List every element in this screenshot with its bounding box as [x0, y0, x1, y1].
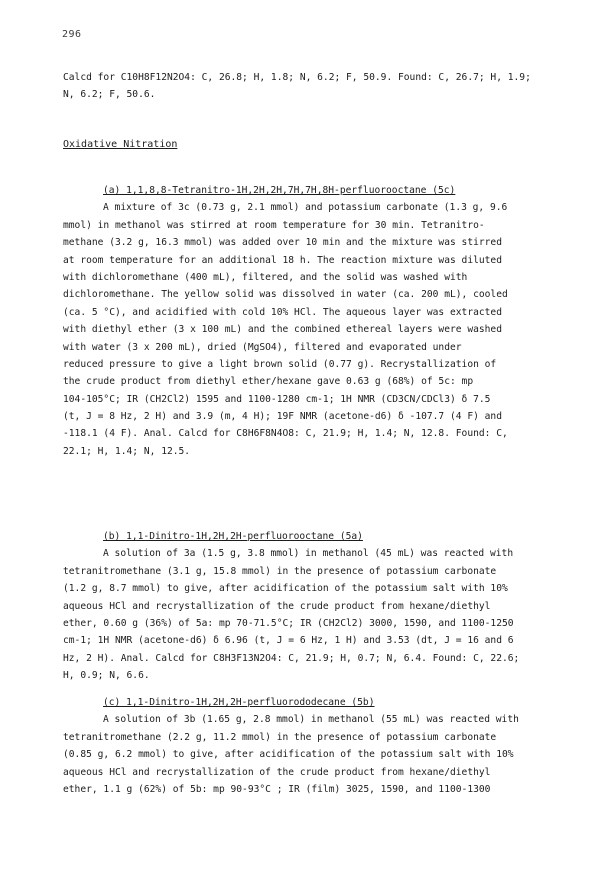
- text-line: with diethyl ether (3 x 100 mL) and the combined ethereal layers were washed: [63, 324, 502, 336]
- text-line: 104-105°C; IR (CH2Cl2) 1595 and 1100-1280 cm-1; 1H NMR (CD3CN/CDCl3) δ 7.5: [63, 393, 491, 405]
- text-line: tetranitromethane (2.2 g, 11.2 mmol) in the presence of potassium carbonate: [63, 731, 497, 743]
- entry-5a: [63, 528, 563, 685]
- text-line: at room temperature for an additional 18 h. The reaction mixture was diluted: [63, 254, 502, 266]
- text-line: aqueous HCl and recrystallization of the crude product from hexane/diethyl: [63, 766, 491, 778]
- text-line: H, 0.9; N, 6.6.: [63, 670, 150, 682]
- text-line: A solution of 3b (1.65 g, 2.8 mmol) in methanol (55 mL) was reacted with: [103, 714, 519, 726]
- text-line: dichloromethane. The yellow solid was dissolved in water (ca. 200 mL), cooled: [63, 289, 508, 301]
- text-line: mmol) in methanol was stirred at room temperature for 30 min. Tetranitro-: [63, 219, 485, 231]
- text-line: N, 6.2; F, 50.6.: [63, 89, 156, 101]
- entry-5c: [63, 182, 563, 460]
- text-line: A mixture of 3c (0.73 g, 2.1 mmol) and potassium carbonate (1.3 g, 9.6: [103, 202, 508, 214]
- text-line: (0.85 g, 6.2 mmol) to give, after acidification of the potassium salt with 10%: [63, 749, 514, 761]
- text-line: 22.1; H, 1.4; N, 12.5.: [63, 445, 191, 457]
- text-line: with water (3 x 200 mL), dried (MgSO4), filtered and evaporated under: [63, 341, 462, 353]
- calcd-analysis-block: [63, 69, 563, 104]
- entry-heading: (c) 1,1-Dinitro-1H,2H,2H-perfluorododecane (5b): [103, 697, 375, 708]
- text-line: ether, 0.60 g (36%) of 5a: mp 70-71.5°C; IR (CH2Cl2) 3000, 1590, and 1100-1250: [63, 617, 514, 629]
- page-number: 296: [62, 29, 82, 40]
- text-line: reduced pressure to give a light brown solid (0.77 g). Recrystallization of: [63, 358, 497, 370]
- entry-heading: (b) 1,1-Dinitro-1H,2H,2H-perfluorooctane (5a): [103, 531, 363, 542]
- text-line: ether, 1.1 g (62%) of 5b: mp 90-93°C ; IR (film) 3025, 1590, and 1100-1300: [63, 783, 491, 795]
- text-line: (t, J = 8 Hz, 2 H) and 3.9 (m, 4 H); 19F NMR (acetone-d6) δ -107.7 (4 F) and: [63, 411, 502, 423]
- text-line: A solution of 3a (1.5 g, 3.8 mmol) in methanol (45 mL) was reacted with: [103, 548, 514, 560]
- text-line: methane (3.2 g, 16.3 mmol) was added over 10 min and the mixture was stirred: [63, 237, 502, 249]
- text-line: (ca. 5 °C), and acidified with cold 10% HCl. The aqueous layer was extracted: [63, 306, 502, 318]
- section-title: Oxidative Nitration: [63, 139, 178, 150]
- text-line: Calcd for C10H8F12N2O4: C, 26.8; H, 1.8; N, 6.2; F, 50.9. Found: C, 26.7; H, 1.9;: [63, 72, 531, 83]
- text-line: Hz, 2 H). Anal. Calcd for C8H3F13N2O4: C, 21.9; H, 0.7; N, 6.4. Found: C, 22.6;: [63, 652, 520, 664]
- text-line: aqueous HCl and recrystallization of the crude product from hexane/diethyl: [63, 600, 491, 612]
- text-line: -118.1 (4 F). Anal. Calcd for C8H6F8N4O8: C, 21.9; H, 1.4; N, 12.8. Found: C,: [63, 428, 508, 440]
- entry-5b: [63, 694, 563, 798]
- text-line: cm-1; 1H NMR (acetone-d6) δ 6.96 (t, J = 6 Hz, 1 H) and 3.53 (dt, J = 16 and 6: [63, 635, 514, 647]
- entry-heading: (a) 1,1,8,8-Tetranitro-1H,2H,2H,7H,7H,8H-perfluorooctane (5c): [103, 185, 456, 196]
- text-line: with dichloromethane (400 mL), filtered, and the solid was washed with: [63, 271, 468, 283]
- text-line: tetranitromethane (3.1 g, 15.8 mmol) in the presence of potassium carbonate: [63, 565, 497, 577]
- text-line: (1.2 g, 8.7 mmol) to give, after acidification of the potassium salt with 10%: [63, 583, 508, 595]
- text-line: the crude product from diethyl ether/hexane gave 0.63 g (68%) of 5c: mp: [63, 376, 474, 388]
